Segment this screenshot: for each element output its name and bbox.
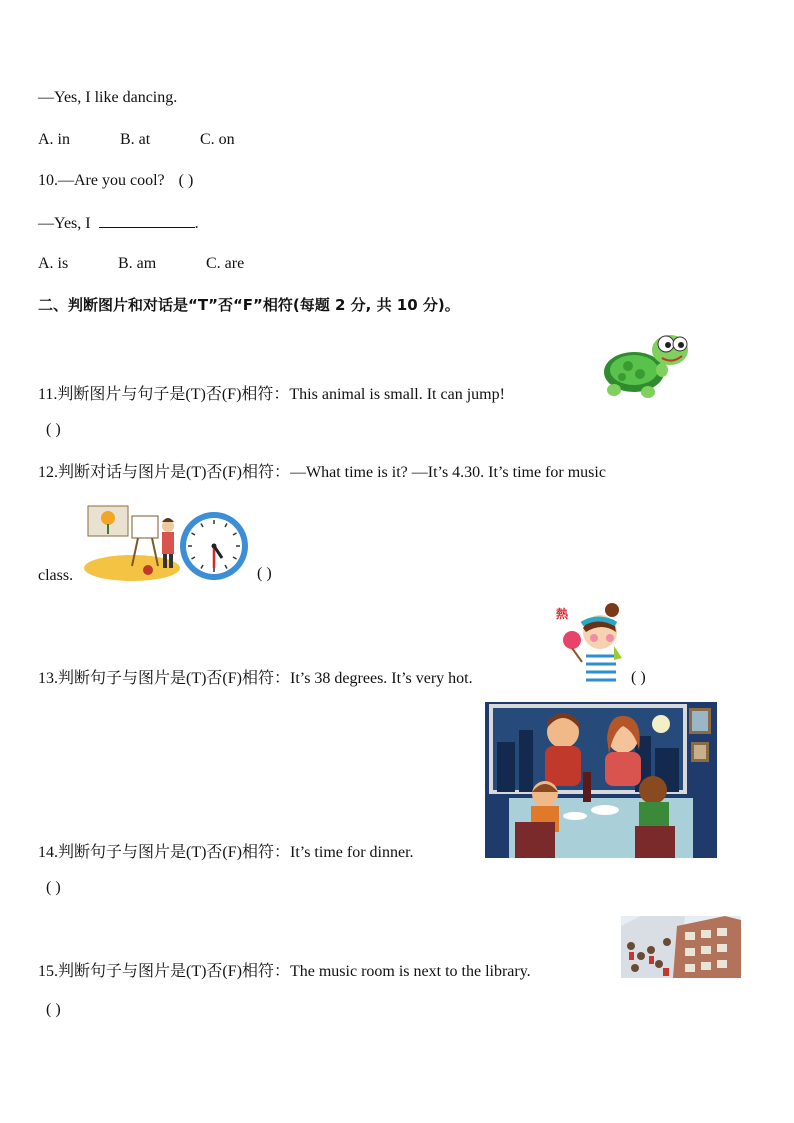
item-13-number: 13. xyxy=(38,670,58,687)
item-14-sentence: 判断句子与图片是(T)否(F)相符：It’s time for dinner. xyxy=(58,844,414,861)
item-15-answer-paren[interactable]: ( ) xyxy=(46,1001,61,1018)
q9-option-c: C. on xyxy=(200,131,235,148)
library-image xyxy=(621,916,741,978)
clock-image xyxy=(178,510,250,582)
item-15-number: 15. xyxy=(38,963,58,980)
item-13-text xyxy=(38,669,473,689)
q10-answer-paren: ( ) xyxy=(178,172,194,189)
turtle-image xyxy=(600,330,692,400)
art-class-image xyxy=(82,500,180,582)
item-14-text xyxy=(38,843,414,863)
q10-option-b: B. am xyxy=(118,255,157,272)
q10-answer-blank[interactable] xyxy=(99,213,195,228)
hot-character: 熱 xyxy=(556,607,569,621)
q10-question-text: 10.—Are you cool? xyxy=(38,172,165,189)
q10-answer-suffix: . xyxy=(194,215,199,232)
q10-option-c: C. are xyxy=(206,255,245,272)
item-12-text xyxy=(38,463,606,483)
hot-girl-image xyxy=(552,602,624,688)
item-13-sentence: 判断句子与图片是(T)否(F)相符：It’s 38 degrees. It’s very hot. xyxy=(58,670,473,687)
q9-option-a: A. in xyxy=(38,131,70,148)
item-12-number: 12. xyxy=(38,464,58,481)
clock-icon xyxy=(178,510,250,582)
dinner-image xyxy=(485,702,717,858)
q9-option-b: B. at xyxy=(120,131,151,148)
item-11-text xyxy=(38,385,505,405)
section-heading: 二、判断图片和对话是“T”否“F”相符(每题 2 分, 共 10 分)。 xyxy=(38,296,460,314)
q10-question xyxy=(38,171,193,191)
family-dinner-icon xyxy=(485,702,717,858)
item-12-continuation: class. xyxy=(38,567,74,584)
q10-answer-line xyxy=(38,213,199,234)
item-14-number: 14. xyxy=(38,844,58,861)
item-14-answer-paren[interactable]: ( ) xyxy=(46,879,61,896)
turtle-icon xyxy=(600,330,692,400)
item-15-sentence: 判断句子与图片是(T)否(F)相符：The music room is next to the library. xyxy=(58,963,531,980)
item-12-sentence: 判断对话与图片是(T)否(F)相符：—What time is it? —It’s 4.30. It’s time for music xyxy=(58,464,606,481)
item-11-answer-paren[interactable]: ( ) xyxy=(46,421,61,438)
item-13-answer-paren[interactable]: ( ) xyxy=(631,669,646,686)
q10-option-a: A. is xyxy=(38,255,69,272)
library-building-icon xyxy=(621,916,741,978)
item-11-number: 11. xyxy=(38,386,58,403)
item-11-sentence: 判断图片与句子是(T)否(F)相符：This animal is small. It can jump! xyxy=(57,386,505,403)
item-15-text xyxy=(38,962,531,982)
painting-class-icon xyxy=(82,500,180,582)
q9-answer: —Yes, I like dancing. xyxy=(38,89,178,106)
q10-answer-prefix: —Yes, I xyxy=(38,215,91,232)
item-12-answer-paren[interactable]: ( ) xyxy=(257,565,272,582)
hot-weather-girl-icon xyxy=(552,602,624,688)
